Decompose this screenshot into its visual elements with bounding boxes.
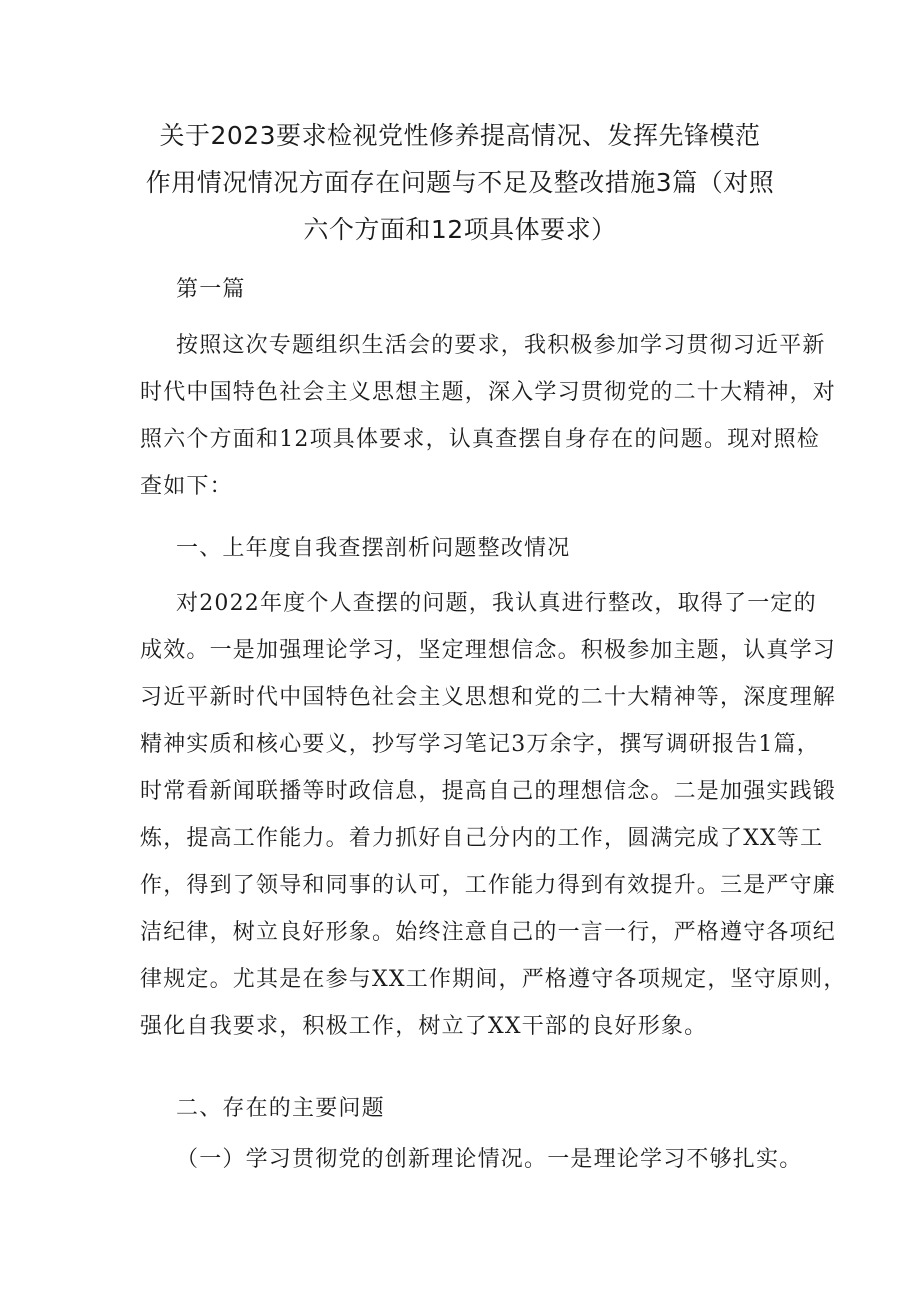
sub-heading-text: （一）学习贯彻党的创新理论情况。一是理论学习不够扎实。 xyxy=(176,1147,803,1172)
rectification-paragraph xyxy=(140,580,847,1050)
section-label-text: 第一篇 xyxy=(176,277,246,302)
heading-text: 一、上年度自我查摆剖析问题整改情况 xyxy=(176,536,571,561)
paragraph-line: 精神实质和核心要义，抄写学习笔记3万余字，撰写调研报告1篇， xyxy=(140,732,820,757)
title-line: 六个方面和12项具体要求） xyxy=(303,215,617,244)
paragraph-line: 炼，提高工作能力。着力抓好自己分内的工作，圆满完成了XX等工 xyxy=(140,826,824,851)
heading-text: 二、存在的主要问题 xyxy=(176,1096,385,1121)
paragraph-line: 成效。一是加强理论学习，坚定理想信念。积极参加主题，认真学习 xyxy=(140,638,837,663)
intro-paragraph xyxy=(140,322,837,510)
sub-heading-1 xyxy=(176,1136,821,1183)
section-label xyxy=(140,266,785,313)
paragraph-line: 律规定。尤其是在参与XX工作期间，严格遵守各项规定，坚守原则， xyxy=(140,967,847,992)
paragraph-line: 对2022年度个人查摆的问题，我认真进行整改，取得了一定的 xyxy=(176,591,817,616)
title-line: 关于2023要求检视党性修养提高情况、发挥先锋模范 xyxy=(159,121,761,150)
paragraph-line: 查如下： xyxy=(140,474,233,499)
paragraph-line: 按照这次专题组织生活会的要求，我积极参加学习贯彻习近平新 xyxy=(176,333,826,358)
paragraph-line: 时常看新闻联播等时政信息，提高自己的理想信念。二是加强实践锻 xyxy=(140,779,837,804)
document-title xyxy=(140,112,780,253)
paragraph-line: 洁纪律，树立良好形象。始终注意自己的一言一行，严格遵守各项纪 xyxy=(140,920,837,945)
paragraph-line: 照六个方面和12项具体要求，认真查摆自身存在的问题。现对照检 xyxy=(140,427,820,452)
section-heading-1 xyxy=(140,525,785,572)
paragraph-line: 作，得到了领导和同事的认可，工作能力得到有效提升。三是严守廉 xyxy=(140,873,837,898)
title-line: 作用情况情况方面存在问题与不足及整改措施3篇（对照 xyxy=(145,168,775,197)
paragraph-line: 时代中国特色社会主义思想主题，深入学习贯彻党的二十大精神，对 xyxy=(140,380,837,405)
paragraph-line: 强化自我要求，积极工作，树立了XX干部的良好形象。 xyxy=(140,1014,708,1039)
paragraph-line: 习近平新时代中国特色社会主义思想和党的二十大精神等，深度理解 xyxy=(140,685,837,710)
section-heading-2 xyxy=(140,1085,785,1132)
